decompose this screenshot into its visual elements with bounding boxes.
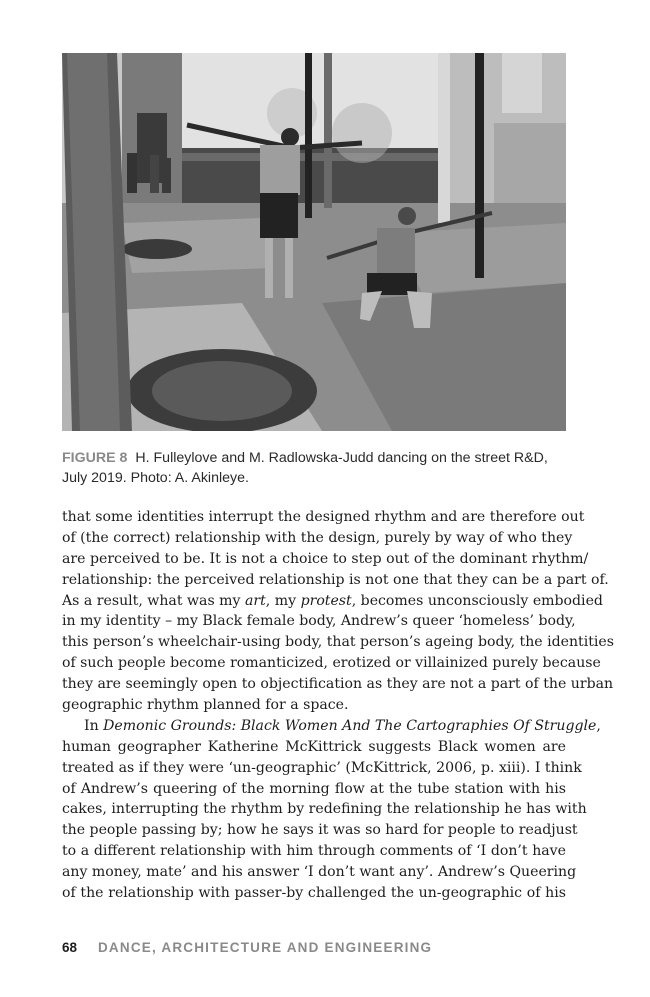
text-line	[62, 591, 603, 612]
text-line: of such people become romanticized, erotized or villainized purely because	[62, 655, 601, 672]
text-line: in my identity – my Black female body, Andrew’s queer ‘homeless’ body,	[62, 613, 576, 630]
caption-line-1: H. Fulleylove and M. Radlowska-Judd dancing on the street R&D,	[135, 450, 548, 466]
text-line: that some identities interrupt the designed rhythm and are therefore out	[62, 509, 585, 525]
text-line: geographic rhythm planned for a space.	[62, 697, 349, 714]
figure-label: FIGURE 8	[62, 450, 128, 466]
text-run: As a result, what was my	[62, 592, 245, 609]
text-line: are perceived to be. It is not a choice to step out of the dominant rhythm/	[62, 550, 589, 567]
page-footer	[62, 940, 432, 955]
book-title: Demonic Grounds: Black Women And The Cartographies Of Struggle	[103, 717, 597, 734]
text-line: of the relationship with passer-by challenged the un-geographic of his	[62, 885, 566, 902]
text-line: this person’s wheelchair-using body, that person’s ageing body, the identities	[62, 634, 614, 651]
text-line: to a different relationship with him through comments of ‘I don’t have	[62, 843, 566, 860]
text-line	[62, 716, 601, 737]
text-line: the people passing by; how he says it was so hard for people to readjust	[62, 822, 578, 839]
emphasis-protest: protest	[300, 592, 352, 609]
text-run: , my	[265, 592, 301, 609]
text-line: treated as if they were ‘un-geographic’ (McKittrick, 2006, p. xiii). I think	[62, 759, 582, 776]
text-run: In	[84, 717, 104, 734]
page-number: 68	[62, 940, 78, 955]
figure-8-photo	[62, 53, 566, 431]
text-line: relationship: the perceived relationship is not one that they can be a part of.	[62, 571, 609, 588]
text-line: any money, mate’ and his answer ‘I don’t want any’. Andrew’s Queering	[62, 864, 577, 881]
text-run: , becomes unconsciously embodied	[351, 592, 603, 609]
figure-caption	[62, 448, 572, 488]
text-line: human geographer Katherine McKittrick suggests Black women are	[62, 738, 566, 755]
text-line: cakes, interrupting the rhythm by redefining the relationship he has with	[62, 801, 587, 818]
text-run: ,	[596, 717, 601, 734]
text-line: of Andrew’s queering of the morning flow at the tube station with his	[62, 780, 566, 797]
running-title: DANCE, ARCHITECTURE AND ENGINEERING	[97, 940, 433, 955]
caption-line-2: July 2019. Photo: A. Akinleye.	[62, 470, 249, 486]
emphasis-art: art	[244, 592, 266, 609]
text-line: they are seemingly open to objectification as they are not a part of the urban	[62, 676, 614, 693]
text-line: of (the correct) relationship with the design, purely by way of who they	[62, 529, 573, 546]
body-text	[62, 507, 614, 904]
